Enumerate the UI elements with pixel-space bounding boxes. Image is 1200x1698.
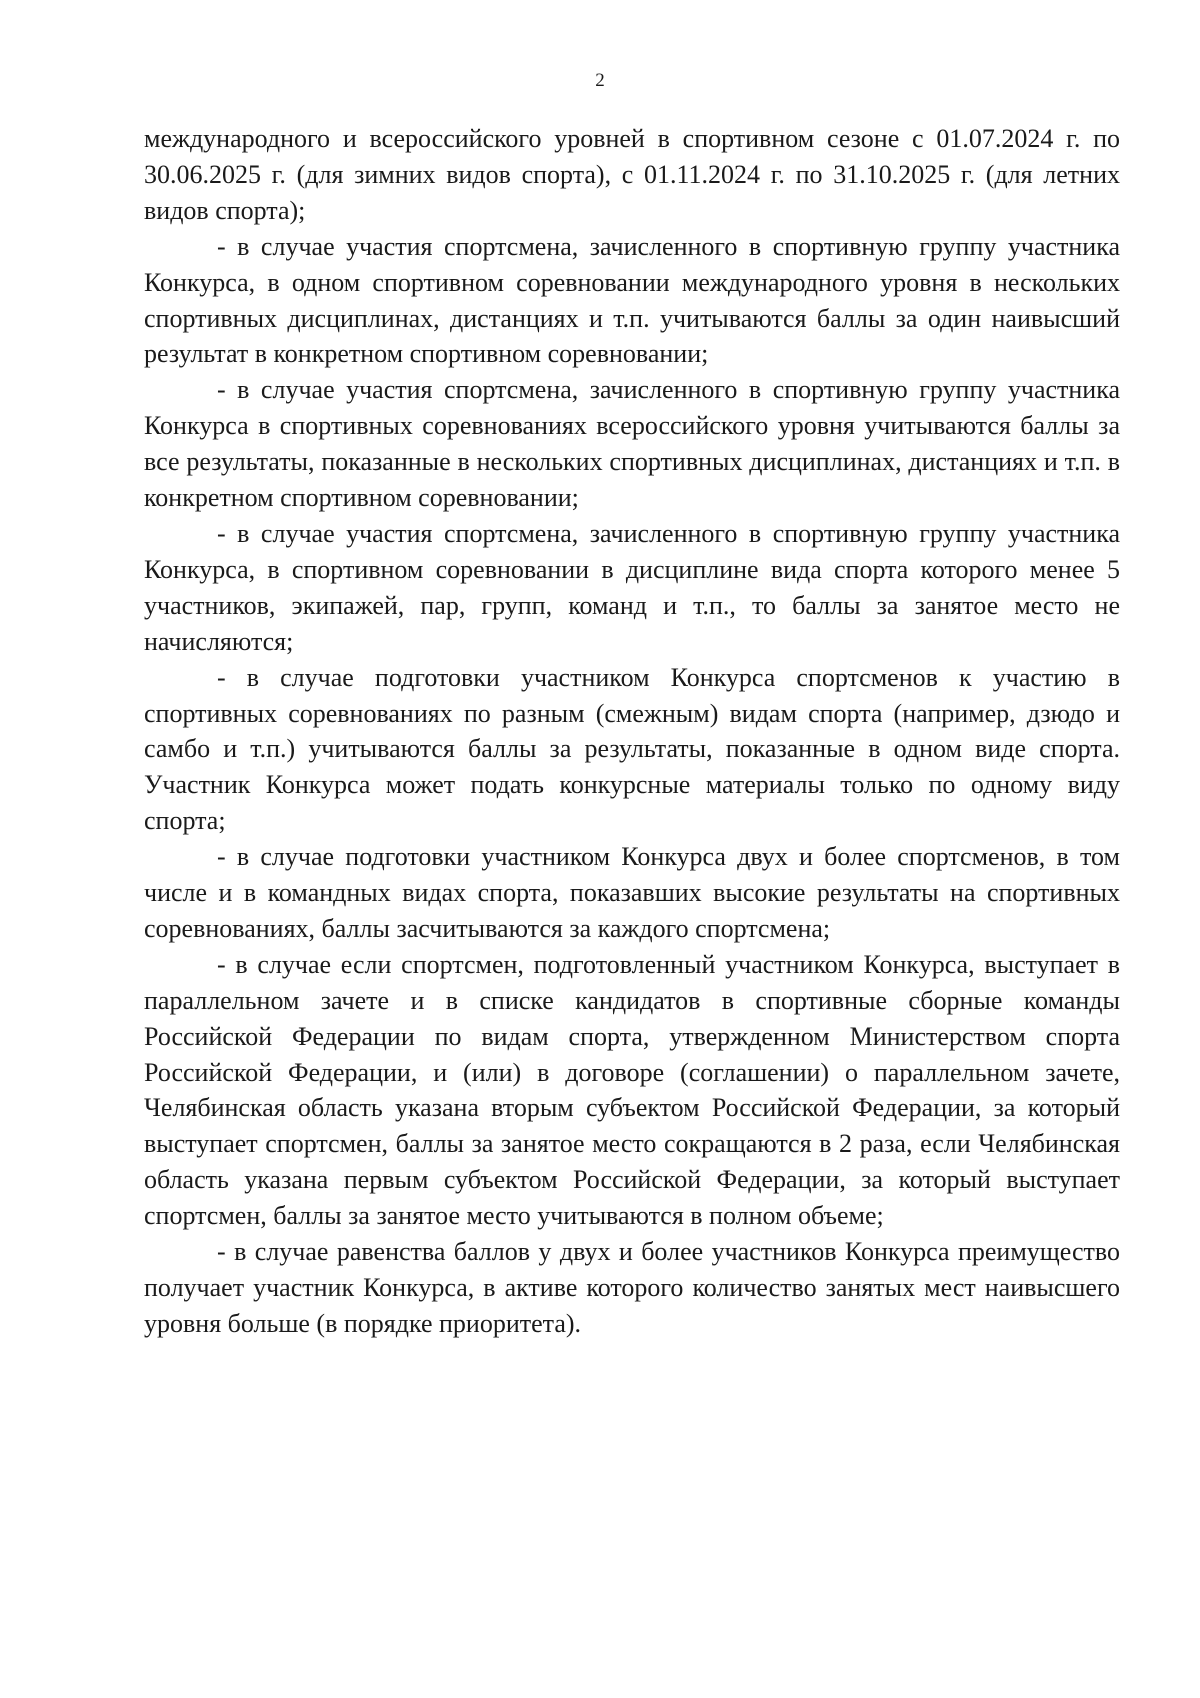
document-body <box>144 121 1120 1342</box>
paragraph-multiple-athletes: - в случае подготовки участником Конкурса двух и более спортсменов, в том числе и в командных видах спорта, показавших высокие результаты на спортивных соревнованиях, баллы засчитываются за каждого спортсмена; <box>144 842 1120 943</box>
paragraph-all-russian-all-results: - в случае участия спортсмена, зачисленного в спортивную группу участника Конкурса в спортивных соревнованиях всероссийского уровня учитываются баллы за все результаты, показанные в нескольких спортивных дисциплинах, дистанциях и т.п. в конкретном спортивном соревновании; <box>144 375 1120 513</box>
paragraph-related-sports: - в случае подготовки участником Конкурса спортсменов к участию в спортивных соревнованиях по разным (смежным) видам спорта (например, дзюдо и самбо и т.п.) учитываются баллы за результаты, показанные в одном виде спорта. Участник Конкурса может подать конкурсные материалы только по одному виду спорта; <box>144 662 1120 836</box>
paragraph-parallel-standing: - в случае если спортсмен, подготовленный участником Конкурса, выступает в параллельном зачете и в списке кандидатов в спортивные сборные команды Российской Федерации по видам спорта, утвержденном Министерством спорта Российской Федерации, и (или) в договоре (соглашении) о параллельном зачете, Челябинская область указана вторым субъектом Российской Федерации, за который выступает спортсмен, баллы за занятое место сокращаются в 2 раза, если Челябинская область указана первым субъектом Российской Федерации, за который выступает спортсмен, баллы за занятое место учитываются в полном объеме; <box>144 949 1120 1231</box>
paragraph-continuation: международного и всероссийского уровней в спортивном сезоне с 01.07.2024 г. по 30.06.2025 г. (для зимних видов спорта), с 01.11.2024 г. по 31.10.2025 г. (для летних видов спорта); <box>144 124 1120 225</box>
paragraph-tie-break: - в случае равенства баллов у двух и более участников Конкурса преимущество получает участник Конкурса, в активе которого количество занятых мест наивысшего уровня больше (в порядке приоритета). <box>144 1237 1120 1338</box>
page-number: 2 <box>595 70 605 91</box>
paragraph-international-single-result: - в случае участия спортсмена, зачисленного в спортивную группу участника Конкурса, в одном спортивном соревновании международного уровня в нескольких спортивных дисциплинах, дистанциях и т.п. учитываются баллы за один наивысший результат в конкретном спортивном соревновании; <box>144 231 1120 369</box>
paragraph-fewer-than-five-participants: - в случае участия спортсмена, зачисленного в спортивную группу участника Конкурса, в спортивном соревновании в дисциплине вида спорта которого менее 5 участников, экипажей, пар, групп, команд и т.п., то баллы за занятое место не начисляются; <box>144 518 1120 656</box>
